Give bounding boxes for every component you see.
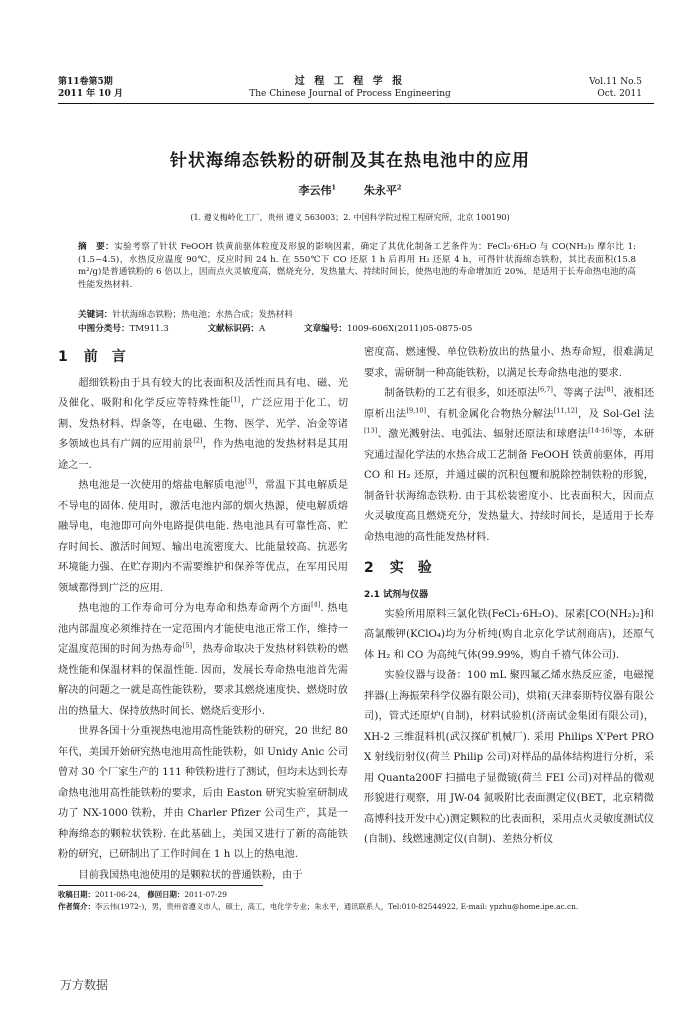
header-date-en-line: Oct. 2011	[597, 89, 642, 99]
footnote-author-bio	[58, 901, 654, 913]
watermark: 万方数据	[60, 978, 109, 992]
rp2-g: 等，本研究通过湿化学法的水热合成工艺制备 FeOOH 铁黄前驱体，再用 CO 和 H₂ 还原，并通过碳的沉积包覆和脱除控制铁粉的形貌，制备针状海绵态铁粉. 由于其松装密度小、比表面积大，因而点火灵敏度高且燃烧充分，发热量大、持续时间长，是适用于长寿命热电池的高性能发热材料.	[364, 429, 655, 543]
bio-label: 作者简介：	[58, 902, 95, 911]
lp2-tail: ，常温下其电解质是不导电的固体. 使用时，激活电池内部的烟火热源，使电解质熔融导电，电池即可向外电路提供电能. 热电池具有可靠性高、贮存时间长、激活时间短、输出电流密度大、比能量较高、抗恶劣环境能力强、在贮存期内不需要维护和保养等优点，在军用民用领域都得到广泛的应用.	[58, 480, 349, 594]
classification-line	[78, 322, 636, 334]
received-date: 2011-06-24，	[94, 890, 145, 899]
lp3-tail: . 热电池内部温度必须维持在一定范围内才能使电池正常工作，维持一定温度范围的时间为热寿命	[58, 603, 348, 655]
header-rule	[58, 103, 654, 104]
clc-label: 中图分类号：	[78, 324, 130, 334]
rp2-ref3: [9,10]	[406, 406, 427, 415]
rp2-f: 、激光溅射法、电弧法、辐射还原法和球磨法	[377, 429, 589, 440]
intro-paragraph-1	[58, 374, 348, 477]
abstract-label: 摘 要：	[78, 242, 115, 252]
journal-name-en: The Chinese Journal of Process Engineering	[249, 89, 451, 99]
rp2-ref6: [14-16]	[588, 426, 612, 435]
section-1-title: 前 言	[83, 349, 126, 365]
lp1-text: 超细铁粉由于具有较大的比表面积及活性而具有电、磁、光及催化、吸附和化学反应等特殊性能	[58, 377, 348, 409]
article-label: 文章编号：	[303, 324, 347, 334]
keywords	[78, 308, 293, 320]
reagents-paragraph: 实验所用原料三氯化铁(FeCl₃·6H₂O)、尿素[CO(NH₂)₂]和高氯酸钾(KClO₄)均为分析纯(购自北京化学试剂商店)，还原气体 H₂ 和 CO 为高纯气体(99.99%，购自千禧气体公司).	[364, 608, 654, 661]
intro-paragraph-3	[58, 599, 348, 722]
article-value: 1009-606X(2011)05-0875-05	[346, 324, 473, 334]
author-1-name: 李云伟	[298, 184, 332, 197]
clc-value: TM911.3	[129, 324, 169, 334]
intro-paragraph-6	[364, 384, 654, 548]
doc-value: A	[259, 324, 266, 334]
author-list	[0, 182, 700, 198]
abstract-text: 实验考察了针状 FeOOH 铁黄前驱体粒度及形貌的影响因素，确定了其优化制备工艺条件为：FeCl₃·6H₂O 与 CO(NH₂)₂ 摩尔比 1:(1.5~4.5)，水热反应温度 90℃，反应时间 24 h. 在 550℃下 CO 还原 1 h 后再用 H₂ 还原 4 h，可得针状海绵态铁粉，其比表面积(15.8 m²/g)是普通铁粉的 6 倍以上，因而点火灵敏度高，燃烧充分，发热量大、持续时间长，使热电池的寿命增加近 20%，是适用于长寿命热电池的高性能发热材料.	[78, 242, 636, 290]
footnote-rule	[58, 885, 263, 886]
affiliation: (1. 遵义梅岭化工厂，贵州 遵义 563003；2. 中国科学院过程工程研究所，北京 100190)	[190, 213, 510, 222]
lp3-end: ，热寿命取决于发热材料铁粉的燃烧性能和保温材料的保温性能. 因而，发展长寿命热电池首先需解决的问题之一就是高性能铁粉，要求其燃烧速度快、燃烧时放出的热量大、保持放热时间长、燃烧后变形小.	[58, 644, 349, 717]
section-2-heading	[364, 558, 654, 579]
header-volume-en	[589, 76, 642, 100]
section-1-number: 1	[58, 349, 68, 365]
rp2-ref5: [13]	[364, 426, 378, 435]
author-1	[299, 184, 337, 197]
rp2-b: 、等离子法	[552, 388, 604, 399]
author-2-sup: 2	[396, 183, 402, 192]
intro-paragraph-2	[58, 476, 348, 599]
header-date-line: 2011 年 10 月	[58, 89, 123, 99]
doc-label: 文献标识码：	[207, 324, 260, 334]
rp2-a: 制备铁粉的工艺有很多，如还原法	[384, 388, 538, 399]
received-label: 收稿日期：	[58, 890, 95, 899]
section-2-number: 2	[364, 560, 374, 576]
author-2-name: 朱永平	[363, 184, 397, 197]
lp1-end: ，作为热电池的发热材料是其用途之一.	[58, 439, 349, 471]
rp2-ref2: [8]	[603, 385, 614, 394]
revised-label: 修回日期：	[147, 890, 185, 899]
revised-date: 2011-07-29	[184, 890, 227, 899]
author-2	[364, 184, 402, 197]
lp1-ref: [1]	[230, 395, 241, 404]
instruments-paragraph: 实验仪器与设备：100 mL 聚四氟乙烯水热反应釜，电磁搅拌器(上海振荣科学仪器有限公司)，烘箱(天津泰斯特仪器有限公司)，管式还原炉(自制)，材料试验机(济南试金集团有限公司)，XH-2 三维混料机(武汉探矿机械厂). 采用 Philips X'Pert PRO X 射线衍射仪(荷兰 Philip 公司)对样品的晶体结构进行分析，采用 Quanta200F 扫描电子显微镜(荷兰 FEI 公司)对样品的微观形貌进行观察，用 JW-04 氮吸附比表面测定仪(BET，北京精微高博科技开发中心)测定颗粒的比表面积，采用点火灵敏度测试仪(自制)、线燃速测定仪(自制)、差热分析仪	[364, 670, 654, 845]
keywords-label: 关键词：	[78, 310, 113, 320]
clc-code	[78, 322, 169, 334]
abstract	[78, 241, 636, 291]
subsection-2-1-heading: 2.1 试剂与仪器	[364, 589, 429, 600]
intro-paragraph-4: 世界各国十分重视热电池用高性能铁粉的研究，20 世纪 80 年代，美国开始研究热电池用高性能铁粉，如 Unidy Anic 公司曾对 30 个厂家生产的 111 种铁粉进行了测试，但均未达到长寿命热电池用高性能铁粉的要求，后由 Easton 研究实验室研制成功了 NX-1000 铁粉，并由 Charler Pfizer 公司生产，其是一种海绵态的颗粒状铁粉. 在此基础上，美国又进行了新的高能铁粉的研究，已研制出了工作时间在 1 h 以上的热电池.	[58, 726, 348, 860]
lp3-text: 热电池的工作寿命可分为电寿命和热寿命两个方面	[78, 603, 312, 614]
section-1-heading	[58, 347, 348, 368]
header-volume-en-line: Vol.11 No.5	[589, 77, 642, 87]
rp2-c: 、液相还原析出法	[364, 388, 655, 420]
footnote-dates	[58, 889, 654, 901]
rp2-e: ，及 Sol-Gel 法	[577, 408, 655, 420]
lp2-ref: [3]	[245, 477, 255, 486]
lp3-ref: [4]	[311, 600, 321, 609]
header-volume-line: 第11卷第5期	[58, 77, 113, 87]
rp2-ref1: [6,7]	[537, 385, 553, 394]
keywords-text: 针状海绵态铁粉；热电池；水热合成；发热材料	[112, 310, 293, 320]
intro-paragraph-5: 目前我国热电池使用的是颗粒状的普通铁粉，由于	[78, 869, 303, 881]
rp2-ref4: [11,12]	[553, 406, 578, 415]
left-column	[58, 343, 348, 886]
bio-text: 李云伟(1972-)，男，贵州省遵义市人，硕士，高工，电化学专业；朱永平，通讯联系人，Tel:010-82544922, E-mail: ypzhu@home.ipe.ac.cn.	[94, 902, 579, 911]
journal-name-cn: 过 程 工 程 学 报	[294, 76, 406, 87]
lp1-ref2: [2]	[193, 436, 203, 445]
article-number	[304, 322, 472, 334]
rp2-d: 、有机金属化合物热分解法	[426, 408, 554, 420]
lp1-tail: ，广泛应用于化工、切割、发热材料、焊条等，在电磁、生物、医学、光学、冶金等诸多领域也具有广阔的应用前景	[58, 398, 349, 450]
intro-paragraph-5-cont: 密度高、燃速慢、单位铁粉放出的热量小、热寿命短，很难满足要求，需研制一种高能铁粉，以满足长寿命热电池的要求.	[364, 347, 654, 379]
lp2-text: 热电池是一次使用的熔盐电解质电池	[78, 480, 246, 491]
section-2-title: 实 验	[389, 560, 432, 576]
doc-code	[207, 322, 265, 334]
article-title: 针状海绵态铁粉的研制及其在热电池中的应用	[170, 151, 530, 171]
author-1-sup: 1	[331, 183, 337, 192]
lp3-ref2: [5]	[182, 641, 193, 650]
right-column	[364, 343, 654, 851]
